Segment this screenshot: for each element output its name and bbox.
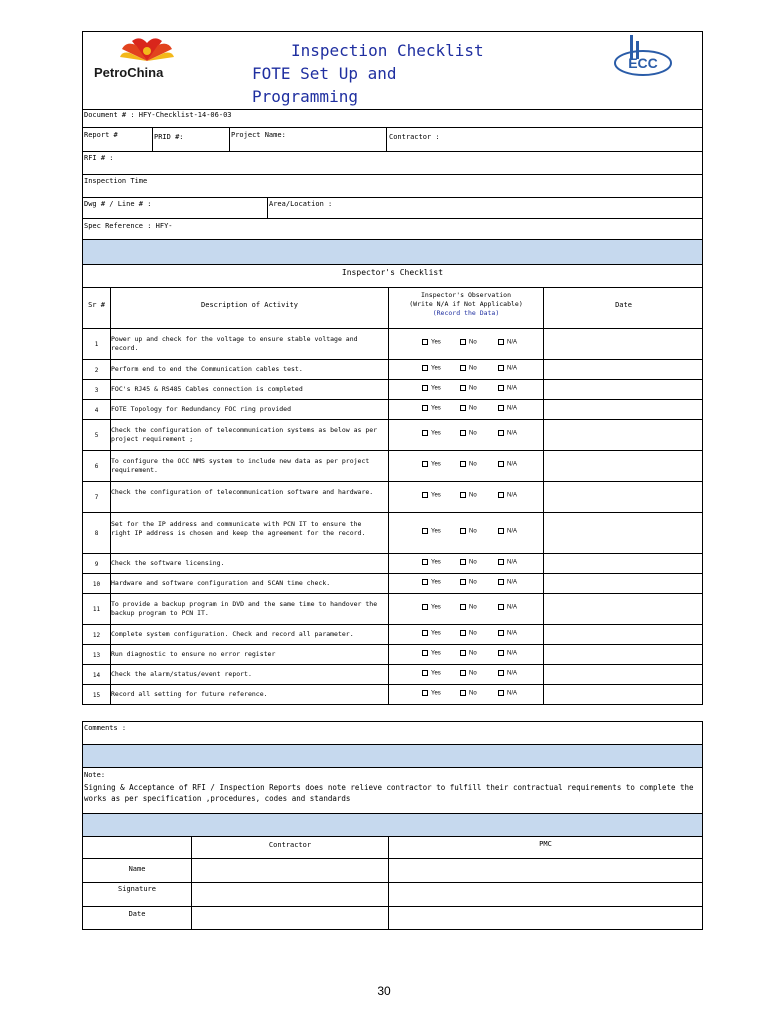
activity-description: Complete system configuration. Check and record all parameter.: [111, 630, 354, 638]
activity-description: Check the software licensing.: [111, 559, 225, 567]
document-number: Document # : HFY-Checklist-14-06-03: [84, 111, 232, 119]
na-checkbox[interactable]: [498, 430, 517, 437]
yes-checkbox[interactable]: [422, 650, 441, 657]
activity-description: Set for the IP address and communicate with PCN IT to ensure the right IP address is chosen and keep the agreement for the record.: [111, 519, 366, 537]
date-field[interactable]: [543, 593, 703, 625]
spec-row: [82, 218, 703, 240]
date-field[interactable]: [543, 553, 703, 574]
date-field[interactable]: [543, 624, 703, 645]
no-label: No: [469, 579, 477, 586]
date-field[interactable]: [543, 450, 703, 482]
checkbox-icon: [422, 492, 428, 498]
no-label: No: [469, 559, 477, 566]
signoff-date-label: Date: [128, 910, 146, 918]
no-checkbox[interactable]: [460, 559, 477, 566]
signoff-contractor-header: Contractor: [268, 841, 312, 849]
no-label: No: [469, 690, 477, 697]
contractor-date-field[interactable]: [191, 906, 389, 930]
date-field[interactable]: [543, 399, 703, 420]
sr-number: 7: [94, 494, 99, 501]
activity-description: Record all setting for future reference.: [111, 690, 268, 698]
yes-checkbox[interactable]: [422, 559, 441, 566]
yes-label: Yes: [431, 430, 441, 437]
na-label: N/A: [507, 430, 518, 437]
activity-description: Perform end to end the Communication cables test.: [111, 365, 303, 373]
checkbox-icon: [460, 604, 466, 610]
sr-number: 1: [94, 341, 99, 348]
checkbox-icon: [460, 650, 466, 656]
date-field[interactable]: [543, 419, 703, 451]
checkbox-icon: [460, 385, 466, 391]
yes-checkbox[interactable]: [422, 579, 441, 586]
checkbox-icon: [422, 650, 428, 656]
contractor-label: Contractor :: [389, 133, 440, 141]
no-checkbox[interactable]: [460, 492, 477, 499]
checkbox-icon: [460, 430, 466, 436]
date-field[interactable]: [543, 481, 703, 513]
yes-label: Yes: [431, 385, 441, 392]
desc-cell: [110, 481, 389, 513]
no-checkbox[interactable]: [460, 339, 477, 346]
pmc-date-field[interactable]: [388, 906, 703, 930]
desc-header: Description of Activity: [201, 301, 298, 309]
checkbox-icon: [422, 579, 428, 585]
checkbox-icon: [422, 559, 428, 565]
date-field[interactable]: [543, 359, 703, 380]
report-label: Report #: [84, 131, 118, 139]
yes-checkbox[interactable]: [422, 339, 441, 346]
yes-label: Yes: [431, 690, 441, 697]
checkbox-icon: [498, 670, 504, 676]
checkbox-icon: [422, 604, 428, 610]
date-field[interactable]: [543, 328, 703, 360]
na-checkbox[interactable]: [498, 559, 517, 566]
checkbox-icon: [422, 670, 428, 676]
yes-label: Yes: [431, 650, 441, 657]
na-label: N/A: [507, 528, 518, 535]
blue-band-3: [82, 813, 703, 837]
no-checkbox[interactable]: [460, 528, 477, 535]
yes-checkbox[interactable]: [422, 405, 441, 412]
no-checkbox[interactable]: [460, 461, 477, 468]
yes-label: Yes: [431, 579, 441, 586]
obs-header-3: (Record the Data): [432, 309, 500, 317]
checkbox-icon: [498, 339, 504, 345]
na-checkbox[interactable]: [498, 579, 517, 586]
na-checkbox[interactable]: [498, 365, 517, 372]
na-label: N/A: [507, 579, 518, 586]
petrochina-logo-icon: [112, 33, 182, 63]
no-checkbox[interactable]: [460, 385, 477, 392]
no-label: No: [469, 365, 477, 372]
checkbox-icon: [460, 559, 466, 565]
checkbox-icon: [422, 339, 428, 345]
sr-number: 3: [94, 386, 99, 394]
title-line-2: FOTE Set Up and: [252, 64, 397, 83]
sr-number: 15: [92, 691, 101, 699]
sr-number: 8: [94, 530, 99, 537]
blue-band-2: [82, 744, 703, 768]
title-line-1: Inspection Checklist: [291, 41, 484, 60]
rfi-label: RFI # :: [84, 154, 114, 162]
activity-description: Check the configuration of telecommunication software and hardware.: [111, 488, 374, 496]
na-checkbox[interactable]: [498, 670, 517, 677]
no-label: No: [469, 339, 477, 346]
checkbox-icon: [460, 405, 466, 411]
na-checkbox[interactable]: [498, 405, 517, 412]
na-label: N/A: [507, 365, 518, 372]
company-name: PetroChina: [94, 65, 164, 80]
na-checkbox[interactable]: [498, 630, 517, 637]
yes-label: Yes: [431, 528, 441, 535]
activity-description: FOTE Topology for Redundancy FOC ring provided: [111, 405, 292, 413]
yes-checkbox[interactable]: [422, 461, 441, 468]
yes-label: Yes: [431, 461, 441, 468]
checkbox-icon: [498, 630, 504, 636]
sr-number: 9: [94, 560, 99, 568]
title-line-3: Programming: [252, 87, 358, 106]
sr-number: 5: [94, 432, 99, 439]
checkbox-icon: [498, 365, 504, 371]
yes-label: Yes: [431, 339, 441, 346]
yes-checkbox[interactable]: [422, 528, 441, 535]
sr-number: 14: [92, 671, 101, 679]
checklist-sheet: [82, 31, 703, 929]
yes-checkbox[interactable]: [422, 630, 441, 637]
no-label: No: [469, 430, 477, 437]
no-label: No: [469, 492, 477, 499]
na-checkbox[interactable]: [498, 385, 517, 392]
checkbox-icon: [498, 650, 504, 656]
sr-number: 4: [94, 406, 99, 414]
yes-label: Yes: [431, 670, 441, 677]
activity-description: To provide a backup program in DVD and the same time to handover the backup program to PCN IT.: [111, 600, 378, 617]
na-label: N/A: [507, 670, 518, 677]
checkbox-icon: [460, 670, 466, 676]
checkbox-icon: [422, 430, 428, 436]
inspection-time-row: [82, 174, 703, 198]
sr-number: 10: [92, 580, 101, 588]
na-label: N/A: [507, 630, 518, 637]
na-checkbox[interactable]: [498, 461, 517, 468]
checkbox-icon: [498, 559, 504, 565]
checkbox-icon: [460, 461, 466, 467]
note-text: Signing & Acceptance of RFI / Inspection Reports does note relieve contractor to fulfill their contractual requirements to complete the works as per specification ,procedures, codes and standards: [84, 783, 694, 803]
yes-checkbox[interactable]: [422, 365, 441, 372]
na-label: N/A: [507, 461, 518, 468]
no-label: No: [469, 461, 477, 468]
yes-label: Yes: [431, 559, 441, 566]
inspection-time-label: Inspection Time: [84, 177, 148, 185]
na-label: N/A: [507, 405, 518, 412]
no-label: No: [469, 650, 477, 657]
checkbox-icon: [460, 365, 466, 371]
sr-header: Sr #: [88, 301, 105, 309]
sr-number: 11: [92, 606, 101, 613]
checkbox-icon: [422, 630, 428, 636]
date-field[interactable]: [543, 644, 703, 665]
na-label: N/A: [507, 650, 518, 657]
na-label: N/A: [507, 339, 518, 346]
checkbox-icon: [422, 461, 428, 467]
checkbox-icon: [422, 365, 428, 371]
rfi-row: [82, 151, 703, 175]
yes-checkbox[interactable]: [422, 385, 441, 392]
no-label: No: [469, 405, 477, 412]
yes-label: Yes: [431, 604, 441, 611]
checkbox-icon: [460, 528, 466, 534]
na-checkbox[interactable]: [498, 339, 517, 346]
no-checkbox[interactable]: [460, 365, 477, 372]
prid-label: PRID #:: [154, 133, 184, 141]
checkbox-icon: [460, 339, 466, 345]
yes-checkbox[interactable]: [422, 430, 441, 437]
comments-label: Comments :: [84, 724, 127, 732]
comments-row: [82, 721, 703, 745]
checkbox-icon: [498, 385, 504, 391]
activity-description: Power up and check for the voltage to ensure stable voltage and record.: [111, 335, 358, 352]
checkbox-icon: [460, 492, 466, 498]
checkbox-icon: [460, 579, 466, 585]
dwg-line-label: Dwg # / Line # :: [84, 200, 152, 208]
checkbox-icon: [422, 690, 428, 696]
activity-description: Run diagnostic to ensure no error register: [111, 650, 276, 658]
date-header: Date: [615, 301, 632, 309]
na-checkbox[interactable]: [498, 528, 517, 535]
checkbox-icon: [460, 630, 466, 636]
na-label: N/A: [507, 385, 518, 392]
checkbox-icon: [498, 604, 504, 610]
signoff-pmc-header: PMC: [539, 840, 552, 848]
checkbox-icon: [498, 579, 504, 585]
page-title: [252, 39, 484, 108]
checklist-title: Inspector's Checklist: [341, 268, 444, 277]
page-number: 30: [377, 984, 391, 998]
checkbox-icon: [422, 528, 428, 534]
obs-header-2: (Write N/A if Not Applicable): [409, 300, 523, 308]
na-label: N/A: [507, 559, 518, 566]
activity-description: Hardware and software configuration and SCAN time check.: [111, 579, 331, 587]
checkbox-icon: [498, 690, 504, 696]
na-checkbox[interactable]: [498, 690, 517, 697]
yes-checkbox[interactable]: [422, 604, 441, 611]
no-checkbox[interactable]: [460, 430, 477, 437]
area-location-label: Area/Location :: [269, 200, 333, 208]
no-label: No: [469, 630, 477, 637]
project-name-label: Project Name:: [231, 131, 286, 139]
no-checkbox[interactable]: [460, 690, 477, 697]
no-label: No: [469, 385, 477, 392]
signoff-signature-label: Signature: [118, 885, 156, 893]
no-checkbox[interactable]: [460, 405, 477, 412]
sr-number: 6: [94, 463, 99, 470]
no-checkbox[interactable]: [460, 579, 477, 586]
checkbox-icon: [498, 492, 504, 498]
sr-number: 12: [92, 631, 101, 639]
ecc-logo-text: ECC: [628, 55, 658, 71]
no-checkbox[interactable]: [460, 670, 477, 677]
sr-number: 2: [94, 366, 99, 374]
contractor-signature-field[interactable]: [191, 882, 389, 907]
na-checkbox[interactable]: [498, 604, 517, 611]
date-field[interactable]: [543, 664, 703, 685]
yes-label: Yes: [431, 492, 441, 499]
obs-header-1: Inspector's Observation: [420, 291, 511, 299]
na-checkbox[interactable]: [498, 650, 517, 657]
blue-band-1: [82, 239, 703, 265]
yes-label: Yes: [431, 405, 441, 412]
checkbox-icon: [498, 461, 504, 467]
date-field[interactable]: [543, 684, 703, 705]
checkbox-icon: [422, 385, 428, 391]
signoff-corner: [82, 836, 192, 859]
activity-description: FOC's RJ45 & RS485 Cables connection is completed: [111, 385, 303, 393]
ecc-logo-icon: [612, 33, 674, 79]
yes-label: Yes: [431, 630, 441, 637]
pmc-name-field[interactable]: [388, 858, 703, 883]
checkbox-icon: [498, 430, 504, 436]
no-checkbox[interactable]: [460, 604, 477, 611]
yes-label: Yes: [431, 365, 441, 372]
pmc-signature-field[interactable]: [388, 882, 703, 907]
na-label: N/A: [507, 492, 518, 499]
na-label: N/A: [507, 604, 518, 611]
note-label: Note:: [84, 771, 106, 779]
signoff-name-label: Name: [128, 865, 146, 873]
activity-description: Check the configuration of telecommunication systems as below as per project requirement ;: [111, 426, 378, 443]
checkbox-icon: [460, 690, 466, 696]
no-label: No: [469, 528, 477, 535]
date-field[interactable]: [543, 512, 703, 554]
checkbox-icon: [498, 528, 504, 534]
date-field[interactable]: [543, 573, 703, 594]
checkbox-icon: [422, 405, 428, 411]
yes-checkbox[interactable]: [422, 690, 441, 697]
no-checkbox[interactable]: [460, 650, 477, 657]
no-label: No: [469, 670, 477, 677]
no-label: No: [469, 604, 477, 611]
yes-checkbox[interactable]: [422, 492, 441, 499]
yes-checkbox[interactable]: [422, 670, 441, 677]
na-label: N/A: [507, 690, 518, 697]
spec-reference-label: Spec Reference : HFY-: [84, 222, 173, 230]
date-field[interactable]: [543, 379, 703, 400]
checkbox-icon: [498, 405, 504, 411]
contractor-name-field[interactable]: [191, 858, 389, 883]
no-checkbox[interactable]: [460, 630, 477, 637]
activity-description: To configure the OCC NMS system to include new data as per project requirement.: [111, 457, 370, 474]
sr-number: 13: [92, 651, 101, 659]
na-checkbox[interactable]: [498, 492, 517, 499]
activity-description: Check the alarm/status/event report.: [111, 670, 252, 678]
